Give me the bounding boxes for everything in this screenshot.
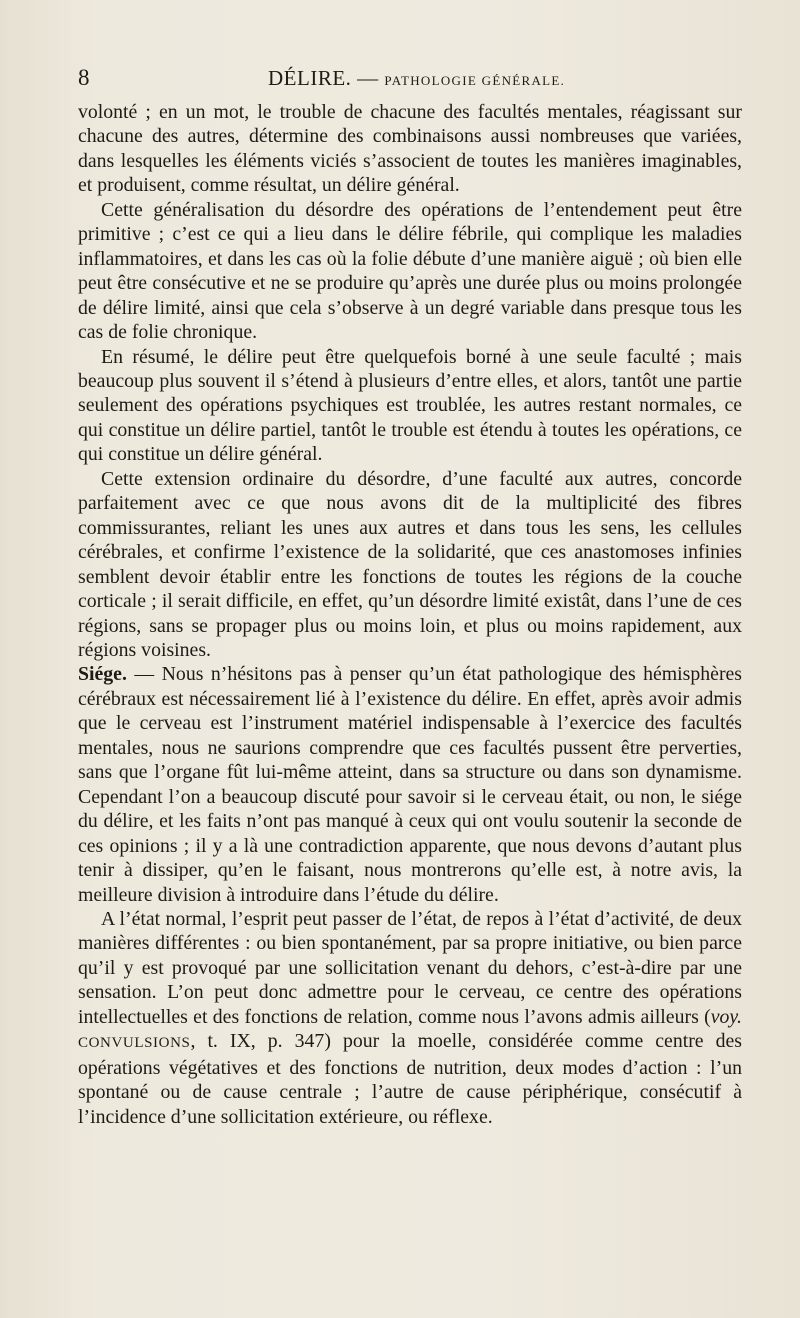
paragraph-2: Cette généralisation du désordre des opérations de l’entendement peut être primitive ; c’est ce qui a lieu dans le délire fébrile, qui complique les maladies inflammatoires, et dans les cas où la folie débute d’une manière aiguë ; où bien elle peut être consécutive et ne se produire qu’après une durée plus ou moins prolongée de délire limité, ainsi que cela s’observe à un degré variable dans presque tous les cas de folie chronique. <box>78 198 742 344</box>
section-heading-siege: Siége. <box>78 663 127 686</box>
paragraph-3: En résumé, le délire peut être quelquefois borné à une seule faculté ; mais beaucoup plus souvent il s’étend à plusieurs d’entre elles, et alors, tantôt une partie seulement des opérations psychiques est troublée, les autres restant normales, ce qui constitue un délire partiel, tantôt le trouble est étendu à toutes les opérations, ce qui constitue un délire général. <box>78 345 742 466</box>
body-text <box>78 100 742 1129</box>
page-header <box>78 64 742 92</box>
paragraph-6-part-b: , t. IX, p. 347) pour la moelle, considérée comme centre des opérations végétatives et des fonctions de nutrition, deux modes d’action : l’un spontané ou de cause centrale ; l’autre de cause périphérique, consécutif à l’incidence d’une sollicitation extérieure, ou réflexe. <box>78 1030 742 1128</box>
voy-abbreviation: voy. <box>710 1005 742 1028</box>
paragraph-6 <box>78 907 742 1129</box>
paragraph-1: volonté ; en un mot, le trouble de chacune des facultés mentales, réagissant sur chacune des autres, détermine des combinaisons aussi nombreuses que variées, dans lesquelles les éléments viciés s’associent de toutes les manières imaginables, et produisent, comme résultat, un délire général. <box>78 101 742 197</box>
cross-reference: CONVULSIONS <box>78 1035 191 1052</box>
paragraph-5-text: Nous n’hésitons pas à penser qu’un état pathologique des hémisphères cérébraux est nécessairement lié à l’existence du délire. En effet, après avoir admis que le cerveau est l’instrument matériel indispensable à l’exercice des facultés mentales, nous ne saurions comprendre que ces facultés pussent être perverties, sans que l’organe fût lui-même atteint, dans sa structure ou dans son dynamisme. Cependant l’on a beaucoup discuté pour savoir si le cerveau était, ou non, le siége du délire, et les faits n’ont pas manqué à ceux qui ont voulu soutenir la seconde de ces opinions ; il y a là une contradiction apparente, que nous devons d’autant plus tenir à dissiper, qu’en le faisant, nous montrerons qu’elle est, à notre avis, la meilleure division à introduire dans l’étude du délire. <box>78 663 743 906</box>
header-section-title: PATHOLOGIE GÉNÉRALE. <box>384 73 566 88</box>
running-head <box>268 64 708 95</box>
header-separator: — <box>351 66 385 90</box>
paragraph-4: Cette extension ordinaire du désordre, d’une faculté aux autres, concorde parfaitement avec ce que nous avons dit de la multiplicité des fibres commissurantes, reliant les unes aux autres et dans tous les sens, les cellules cérébrales, et confirme l’existence de la solidarité, que ces anastomoses infinies semblent devoir établir entre les fonctions de toutes les régions de la couche corticale ; il serait difficile, en effet, qu’un désordre limité existât, dans l’une de ces régions, sans se propager plus ou moins loin, et plus ou moins rapidement, aux régions voisines. <box>78 467 742 661</box>
page-number: 8 <box>78 65 90 90</box>
paragraph-6-part-a: A l’état normal, l’esprit peut passer de l’état, de repos à l’état d’activité, de deux manières différentes : ou bien spontanément, par sa propre initiative, ou bien parce qu’il y est provoqué par une sollicitation venant du dehors, c’est-à-dire par une sensation. L’on peut donc admettre pour le cerveau, ce centre des opérations intellectuelles et des fonctions de relation, comme nous l’avons admis ailleurs ( <box>78 907 742 1028</box>
running-title: DÉLIRE. <box>268 66 352 90</box>
section-dash: — <box>126 663 162 686</box>
paragraph-siege <box>78 662 742 907</box>
